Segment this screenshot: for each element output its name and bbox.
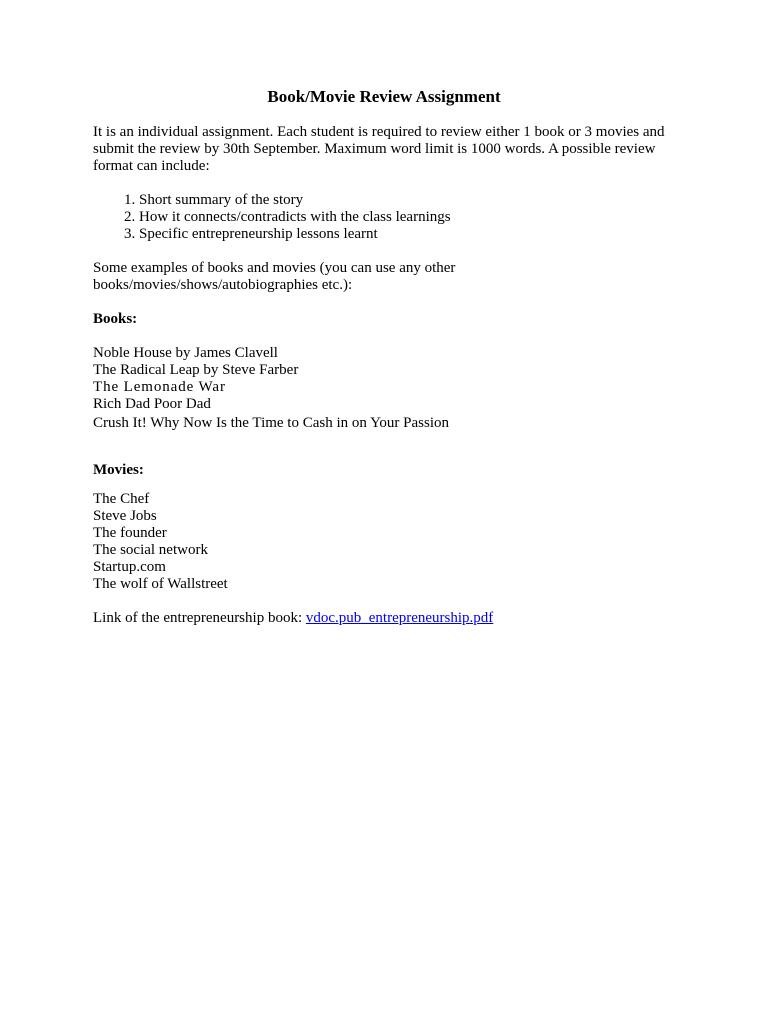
- document-page: [93, 86, 675, 627]
- book-link-line: [93, 610, 675, 627]
- movies-heading: Movies:: [93, 462, 144, 478]
- movie-item: Startup.com: [93, 559, 166, 575]
- book-item: Crush It! Why Now Is the Time to Cash in on Your Passion: [93, 415, 450, 431]
- movie-item: The Chef: [93, 491, 150, 507]
- intro-paragraph: It is an individual assignment. Each student is required to review either 1 book or 3 movies and submit the review by 30th September. Maximum word limit is 1000 words. A possible review format can include:: [93, 124, 665, 174]
- format-item: 3. Specific entrepreneurship lessons learnt: [139, 226, 675, 243]
- book-item: The Lemonade War: [93, 379, 226, 395]
- format-item: 1. Short summary of the story: [139, 192, 675, 209]
- movies-list: [93, 491, 675, 593]
- format-item: 2. How it connects/contradicts with the class learnings: [139, 209, 675, 226]
- document-title: Book/Movie Review Assignment: [267, 87, 501, 106]
- movie-item: The founder: [93, 525, 167, 541]
- movie-item: The social network: [93, 542, 208, 558]
- books-heading: Books:: [93, 311, 138, 327]
- entrepreneurship-book-link[interactable]: vdoc.pub_entrepreneurship.pdf: [305, 610, 494, 626]
- book-item: The Radical Leap by Steve Farber: [93, 362, 299, 378]
- review-format-list: [93, 192, 675, 243]
- examples-paragraph: Some examples of books and movies (you can use any other books/movies/shows/autobiographies etc.):: [93, 260, 456, 293]
- movie-item: Steve Jobs: [93, 508, 157, 524]
- book-item: Rich Dad Poor Dad: [93, 396, 211, 412]
- link-prefix: Link of the entrepreneurship book:: [93, 610, 306, 626]
- movie-item: The wolf of Wallstreet: [93, 576, 228, 592]
- books-list: [93, 345, 675, 432]
- book-item: Noble House by James Clavell: [93, 345, 278, 361]
